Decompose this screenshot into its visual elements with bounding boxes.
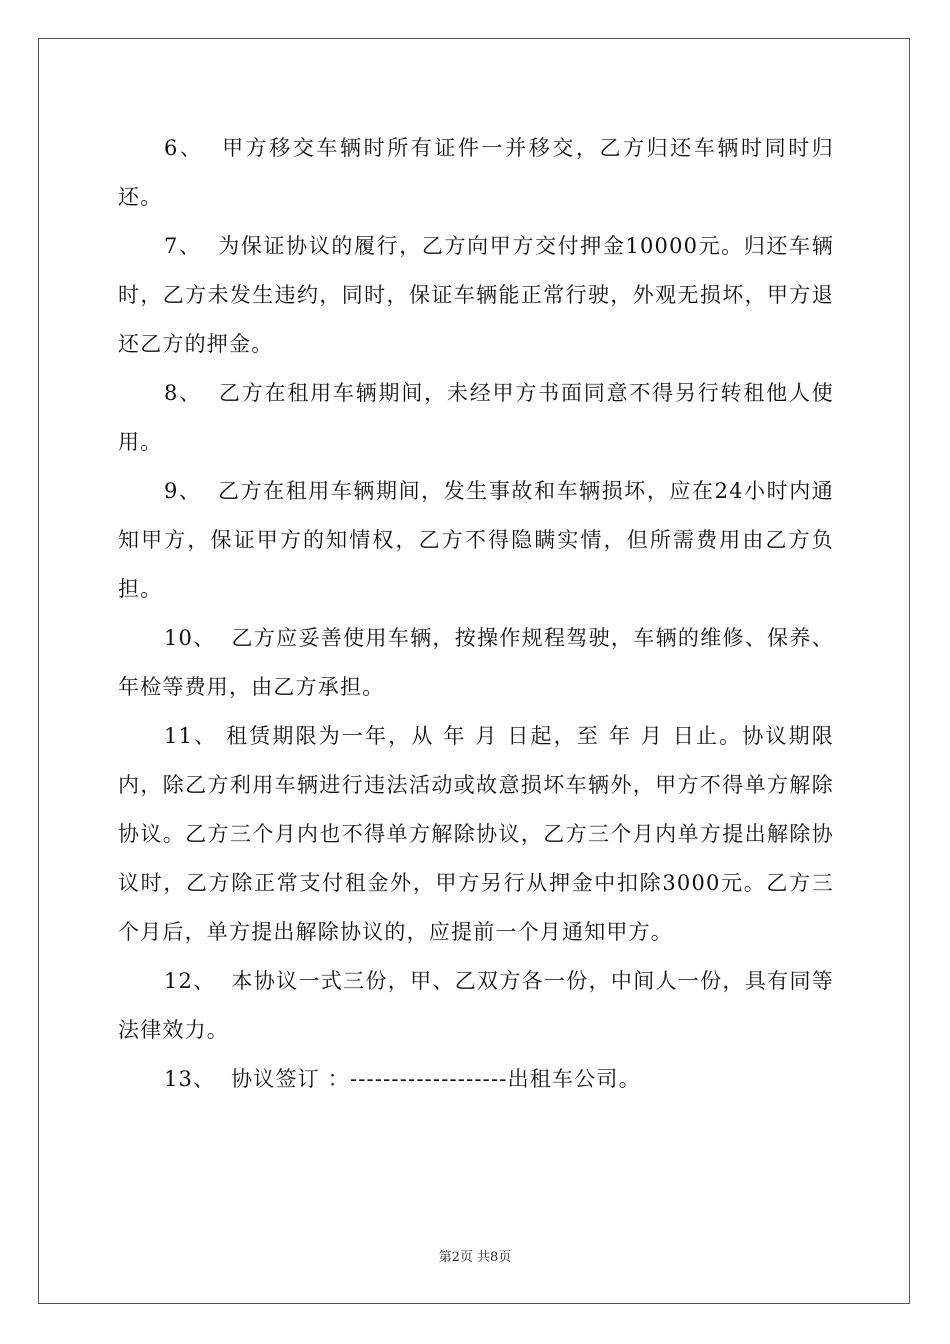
clause-9: 9、 乙方在租用车辆期间，发生事故和车辆损坏，应在24小时内通知甲方，保证甲方的知情权，乙方不得隐瞒实情，但所需费用由乙方负担。 <box>118 479 834 601</box>
clause-13: 13、 协议签订 ：-------------------出租车公司。 <box>164 1067 641 1091</box>
document-body <box>118 124 834 1104</box>
clause-8: 8、 乙方在租用车辆期间，未经甲方书面同意不得另行转租他人使用。 <box>118 381 834 454</box>
clause-6: 6、 甲方移交车辆时所有证件一并移交，乙方归还车辆时同时归还。 <box>118 136 834 209</box>
clause-12: 12、 本协议一式三份，甲、乙双方各一份，中间人一份，具有同等法律效力。 <box>118 969 834 1042</box>
page-number-footer: 第2页 共8页 <box>438 1250 512 1265</box>
clause-10: 10、 乙方应妥善使用车辆，按操作规程驾驶，车辆的维修、保养、年检等费用，由乙方承担。 <box>118 626 834 699</box>
clause-11: 11、 租赁期限为一年，从 年 月 日起，至 年 月 日止。协议期限内，除乙方利用车辆进行违法活动或故意损坏车辆外，甲方不得单方解除协议。乙方三个月内也不得单方解除协议，乙方三个月内单方提出解除协议时，乙方除正常支付租金外，甲方另行从押金中扣除3000元。乙方三个月后，单方提出解除协议的，应提前一个月通知甲方。 <box>118 724 834 944</box>
clause-7: 7、 为保证协议的履行，乙方向甲方交付押金10000元。归还车辆时，乙方未发生违约，同时，保证车辆能正常行驶，外观无损坏，甲方退还乙方的押金。 <box>118 234 834 356</box>
